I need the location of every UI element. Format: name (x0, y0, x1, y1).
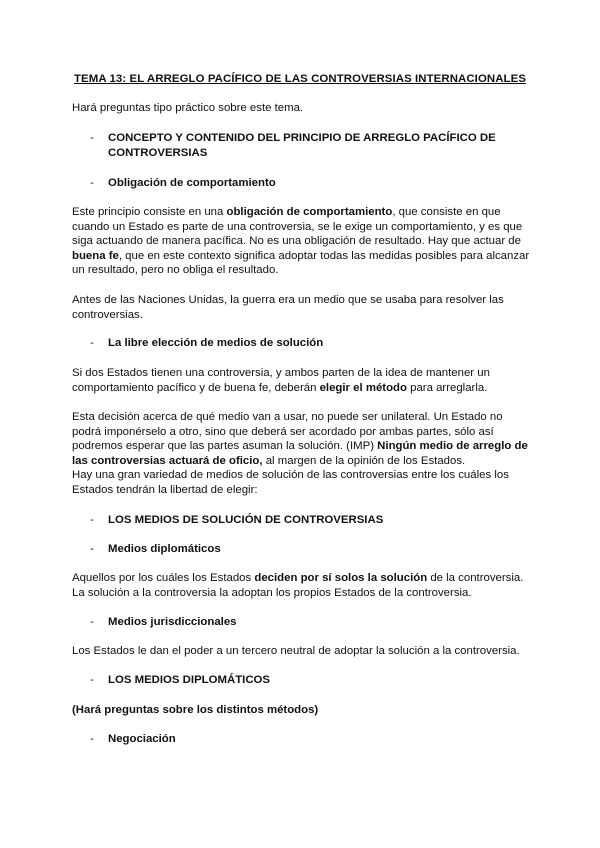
heading-medios-solucion-text: LOS MEDIOS DE SOLUCIÓN DE CONTROVERSIAS (108, 514, 384, 526)
text-run: Aquellos por los cuáles los Estados (72, 572, 255, 584)
bullet-dash: - (90, 177, 94, 189)
text-run: , que consiste en que cuando un Estado es parte de una controversia, se le exige un comportamiento, y es que siga actuando de manera pacífica. No es una obligación de resultado. Hay que actuar de (72, 206, 523, 248)
bold-run: obligación de comportamiento (226, 206, 393, 218)
bold-run: deciden por sí solos la solución (254, 572, 428, 584)
intro-paragraph: Hará preguntas tipo práctico sobre este tema. (72, 102, 304, 114)
bold-run: buena fe (72, 249, 119, 262)
text-run: de la controversia. La solución a la controversia la adoptan los propios Estados de la controversia. (72, 572, 524, 599)
text-run: Este principio consiste en una (72, 206, 227, 218)
bullet-dash: - (90, 674, 94, 686)
heading-medios-diplomaticos-text: Medios diplomáticos (108, 543, 221, 555)
paragraph-naciones-unidas: Antes de las Naciones Unidas, la guerra era un medio que se usaba para resolver las controversias. (72, 294, 504, 321)
note-preguntas: (Hará preguntas sobre los distintos métodos) (72, 704, 319, 716)
bold-run: elegir el método (319, 381, 407, 394)
paragraph-obligacion (72, 205, 530, 278)
paragraph-libre-eleccion (72, 366, 530, 395)
text-run: Si dos Estados tienen una controversia, y ambos parten de la idea de mantener un comportamiento pacífico y de buena fe, deberán (72, 367, 490, 394)
bullet-dash: - (90, 132, 94, 144)
heading-libre-eleccion-text: La libre elección de medios de solución (108, 337, 324, 349)
heading-obligacion-text: Obligación de comportamiento (108, 177, 276, 189)
bullet-dash: - (90, 543, 94, 555)
text-run: al margen de la opinión de los Estados. (262, 454, 466, 467)
text-run: Esta decisión acerca de qué medio van a usar, no puede ser unilateral. Un Estado no podrá imponérselo a otro, sino que deberá ser acordado por ambas partes, sólo así podremos esperar que las partes asuman la solución. (IMP) (72, 411, 503, 453)
text-run: para arreglarla. (406, 381, 488, 394)
text-run: , que en este contexto significa adoptar todas las medidas posibles para alcanzar un resultado, pero no obliga el resultado. (72, 249, 530, 277)
paragraph-jurisdiccionales: Los Estados le dan el poder a un tercero neutral de adoptar la solución a la controversia. (72, 645, 520, 657)
paragraph-diplomaticos (72, 571, 530, 600)
paragraph-decision (72, 410, 530, 498)
bullet-dash: - (90, 616, 94, 628)
paragraph-variedad: Hay una gran variedad de medios de solución de las controversias entre los cuáles los Estados tendrán la libertad de elegir: (72, 469, 509, 496)
bullet-dash: - (90, 514, 94, 526)
bold-run: Ningún medio de arreglo de las controversias actuará de oficio, (72, 440, 528, 467)
heading-medios-jurisdiccionales-text: Medios jurisdiccionales (108, 616, 237, 628)
document-title: TEMA 13: EL ARREGLO PACÍFICO DE LAS CONTROVERSIAS INTERNACIONALES (73, 73, 527, 85)
bullet-dash: - (90, 733, 94, 745)
bullet-dash: - (90, 337, 94, 349)
heading-los-medios-diplomaticos-text: LOS MEDIOS DIPLOMÁTICOS (108, 674, 271, 686)
heading-concepto-text: CONCEPTO Y CONTENIDO DEL PRINCIPIO DE ARREGLO PACÍFICO DE CONTROVERSIAS (108, 132, 496, 159)
heading-negociacion-text: Negociación (108, 733, 176, 745)
